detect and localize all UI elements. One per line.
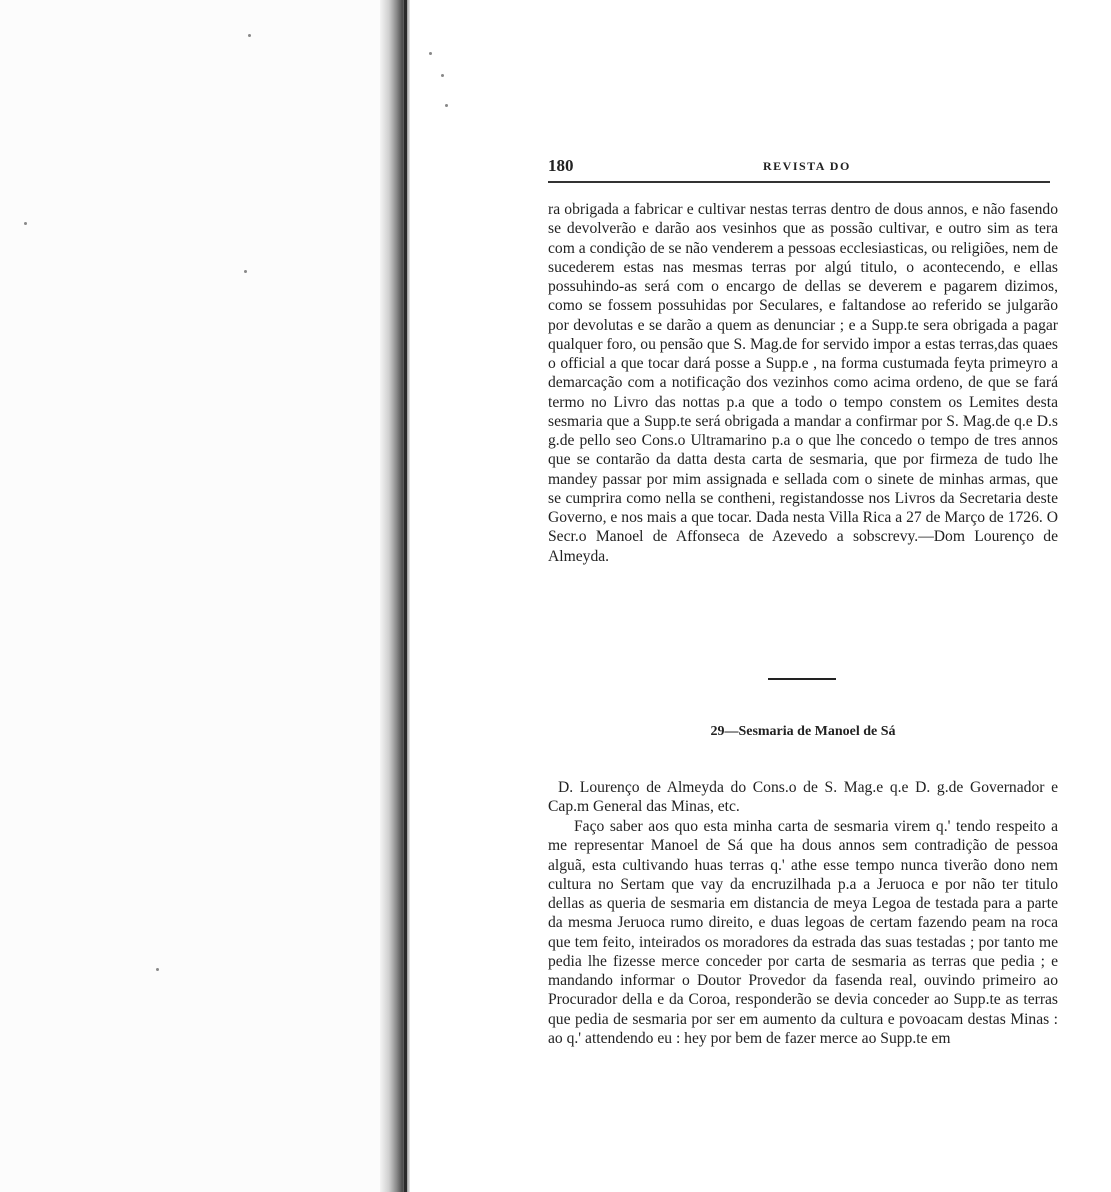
section-title: 29—Sesmaria de Manoel de Sá xyxy=(710,724,896,739)
section-paragraph-2: Faço saber aos quo esta minha carta de sesmaria virem q.' tendo respeito a me representar Manoel de Sá que ha dous annos sem contradição de pessoa alguã, esta cultivando huas terras q.' athe esse tempo nunca tiverão dono nem cultura no Sertam que vay da encruzilhada p.a a Jeruoca e por não ter titulo dellas as queria de sesmaria em distancia de meya Legoa de testada para a parte da mesma Jeruoca rumo direito, e duas legoas de certam fazendo peam na roca que tem feito, inteirados os moradores da estrada das suas testadas ; por tanto me pedia lhe fizesse merce conceder por carta de sesmaria as terras que pedia ; e mandando informar o Doutor Provedor da fasenda real, ouvindo primeiro ao Procurador della e da Coroa, responderão se devia conceder ao Supp.te as terras que pedia de sesmaria por ser em aumento da cultura e povoacam destas Minas : ao q.' attendendo eu : hey por bem de fazer merce ao Supp.te em xyxy=(548,818,1058,1047)
print-speck xyxy=(445,104,448,107)
section-divider xyxy=(768,678,836,680)
header-rule xyxy=(548,181,1050,183)
print-speck xyxy=(441,74,444,77)
book-page xyxy=(548,0,1063,1192)
facing-page xyxy=(0,0,400,1192)
running-head: REVISTA DO xyxy=(763,159,851,173)
continuation-text: ra obrigada a fabricar e cultivar nestas terras dentro de dous annos, e não fasendo se devolverão e darão aos vesinhos que as possão cultivar, e outro sim as tera com a condição de se não venderem a pessoas ecclesiasticas, ou religiões, nem de sucederem estas nas mesmas terras por algú titulo, o acontecendo, e ellas possuhindo-as será com o encargo de dellas se deverem e pagarem dizimos, como se fossem possuhidas por Seculares, e faltandose ao referido se julgarão por devolutas e se darão a quem as denunciar ; e a Supp.te sera obrigada a pagar qualquer foro, ou pensão que S. Mag.de for servido impor a estas terras,das quaes o official a que tocar dará posse a Supp.e , na forma custumada feyta primeyro a demarcação com a notificação dos vezinhos como acima ordeno, de que se fará termo no Livro das nottas p.a que a todo o tempo constem os Lemites desta sesmaria que a Supp.te será obrigada a mandar a confirmar por S. Mag.de q.e D.s g.de pello seo Cons.o Ultramarino p.a o que lhe concedo o tempo de tres annos que se contarão da datta desta carta de sesmaria, que por firmeza de tudo lhe mandey passar por mim assignada e sellada com o sinete de minhas armas, que se cumprira como nella se contheni, registandosse nos Livros da Secretaria deste Governo, e nos mais a que tocar. Dada nesta Villa Rica a 27 de Março de 1726. O Secr.o Manoel de Affonseca de Azevedo a sobscrevy.—Dom Lourenço de Almeyda. xyxy=(548,201,1058,565)
print-speck xyxy=(429,52,432,55)
page-header xyxy=(548,156,1058,178)
page-edge xyxy=(404,0,407,1192)
print-speck xyxy=(248,34,251,37)
print-speck xyxy=(24,222,27,225)
section-paragraph-1: D. Lourenço de Almeyda do Cons.o de S. Mag.e q.e D. g.de Governador e Cap.m General das Minas, etc. xyxy=(548,779,1058,816)
print-speck xyxy=(156,968,159,971)
print-speck xyxy=(244,270,247,273)
page-number: 180 xyxy=(548,156,574,175)
